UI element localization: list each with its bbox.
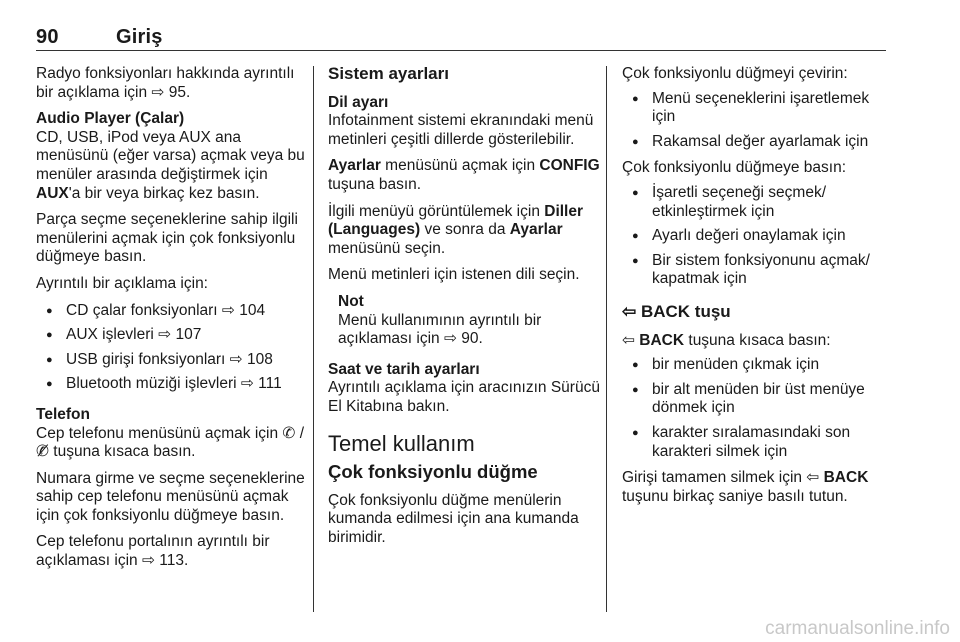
back-key-heading: ⇦ BACK tuşu xyxy=(622,301,731,321)
list-item: ● karakter sıralamasındaki son karakteri silmek için xyxy=(622,424,892,461)
phone-heading: Telefon xyxy=(36,405,90,423)
time-heading: Saat ve tarih ayarları xyxy=(328,360,480,378)
settings-text-end: tuşuna basın. xyxy=(328,175,422,193)
page-header xyxy=(36,26,163,49)
header-rule xyxy=(36,50,886,51)
back-arrow-icon: ⇦ xyxy=(622,331,640,349)
multifunction-knob-heading: Çok fonksiyonlu düğme xyxy=(328,461,538,483)
press-paragraph: Çok fonksiyonlu düğmeye basın: xyxy=(622,159,847,177)
turn-list xyxy=(622,90,892,152)
radio-paragraph: Radyo fonksiyonları hakkında ayrıntılı bir açıklama için ⇨ 95. xyxy=(36,65,295,101)
turn-paragraph: Çok fonksiyonlu düğmeyi çevirin: xyxy=(622,65,848,82)
system-settings-heading: Sistem ayarları xyxy=(328,64,449,83)
column-divider xyxy=(606,66,607,612)
column-3 xyxy=(622,65,892,514)
portal-paragraph: Cep telefonu portalının ayrıntılı bir açıklaması için ⇨ 113. xyxy=(36,533,270,570)
back-text: tuşuna kısaca basın: xyxy=(684,331,831,349)
time-text: Ayrıntılı açıklama için aracınızın Sürücü El Kitabına bakın. xyxy=(328,379,600,415)
clear-text-a: Girişi tamamen silmek için ⇦ xyxy=(622,469,824,487)
list-item: ● Ayarlı değeri onaylamak için xyxy=(622,227,892,246)
audio-text-a: CD, USB, iPod veya AUX ana menüsünü (eğer varsa) açmak veya bu menüler arasında değiştirmek için xyxy=(36,128,305,183)
back-paragraph xyxy=(622,332,892,351)
choose-language-paragraph: Menü metinleri için istenen dili seçin. xyxy=(328,266,580,284)
page-number: 90 xyxy=(36,26,59,48)
list-item: ● bir alt menüden bir üst menüye dönmek için xyxy=(622,381,892,418)
clear-paragraph xyxy=(622,469,892,506)
note-title: Not xyxy=(338,292,364,310)
list-item: ● AUX işlevleri ⇨ 107 xyxy=(36,326,306,345)
audio-player-heading: Audio Player (Çalar) xyxy=(36,110,185,128)
track-paragraph: Parça seçme seçeneklerine sahip ilgili menülerini açmak için çok fonksiyonlu düğmeye basın. xyxy=(36,211,298,266)
languages-menu-name: Diller (Languages) xyxy=(328,202,584,239)
list-item: ● İşaretli seçeneği seçmek/ etkinleştirmek için xyxy=(622,184,892,221)
list-item: ● Menü seçeneklerini işaretlemek için xyxy=(622,90,892,127)
number-paragraph: Numara girme ve seçme seçeneklerine sahip cep telefonu menüsünü açmak için çok fonksiyonlu düğmeye basın. xyxy=(36,469,305,524)
list-item: ● Rakamsal değer ayarlamak için xyxy=(622,133,892,152)
note-box xyxy=(328,293,600,349)
aux-key: AUX xyxy=(36,184,69,202)
audio-text-b: 'a bir veya birkaç kez basın. xyxy=(68,184,260,202)
menu-text-c: ve sonra da xyxy=(420,221,510,239)
menu-paragraph xyxy=(328,203,600,259)
list-item: ● USB girişi fonksiyonları ⇨ 108 xyxy=(36,351,306,370)
back-key-2: BACK xyxy=(823,469,869,487)
phone-text: Cep telefonu menüsünü açmak için ✆ / ✆̸ tuşuna kısaca basın. xyxy=(36,424,305,461)
config-key: CONFIG xyxy=(539,157,600,175)
back-list xyxy=(622,356,892,461)
list-item: ● Bir sistem fonksiyonunu açmak/ kapatmak için xyxy=(622,252,892,289)
audio-player-section xyxy=(36,110,306,203)
page-title: Giriş xyxy=(116,26,163,48)
settings-paragraph xyxy=(328,157,600,194)
column-1 xyxy=(36,65,306,579)
settings-menu-name: Ayarlar xyxy=(328,157,381,175)
phone-section xyxy=(36,406,306,462)
clear-text-c: tuşunu birkaç saniye basılı tutun. xyxy=(622,487,848,505)
language-heading: Dil ayarı xyxy=(328,93,389,111)
settings-text: menüsünü açmak için xyxy=(380,157,540,175)
press-list xyxy=(622,184,892,289)
note-text: Menü kullanımının ayrıntılı bir açıklaması için ⇨ 90. xyxy=(338,311,542,348)
language-section xyxy=(328,94,600,150)
language-text: Infotainment sistemi ekranındaki menü metinleri çeşitli dillerde gösterilebilir. xyxy=(328,112,594,148)
basic-operation-heading: Temel kullanım xyxy=(328,430,475,456)
knob-paragraph: Çok fonksiyonlu düğme menülerin kumanda edilmesi için ana kumanda birimidir. xyxy=(328,491,579,546)
list-item: ● bir menüden çıkmak için xyxy=(622,356,892,375)
menu-text-e: menüsünü seçin. xyxy=(328,239,446,257)
column-2 xyxy=(328,65,600,555)
settings-menu-name-2: Ayarlar xyxy=(509,221,563,239)
list-item: ● CD çalar fonksiyonları ⇨ 104 xyxy=(36,302,306,321)
menu-text-a: İlgili menüyü görüntülemek için xyxy=(328,202,545,220)
column-divider xyxy=(313,66,314,612)
list-item: ● Bluetooth müziği işlevleri ⇨ 111 xyxy=(36,375,306,394)
time-section xyxy=(328,361,600,417)
back-key: BACK xyxy=(639,331,685,349)
details-paragraph: Ayrıntılı bir açıklama için: xyxy=(36,274,208,292)
watermark: carmanualsonline.info xyxy=(765,618,950,639)
function-list xyxy=(36,302,306,394)
